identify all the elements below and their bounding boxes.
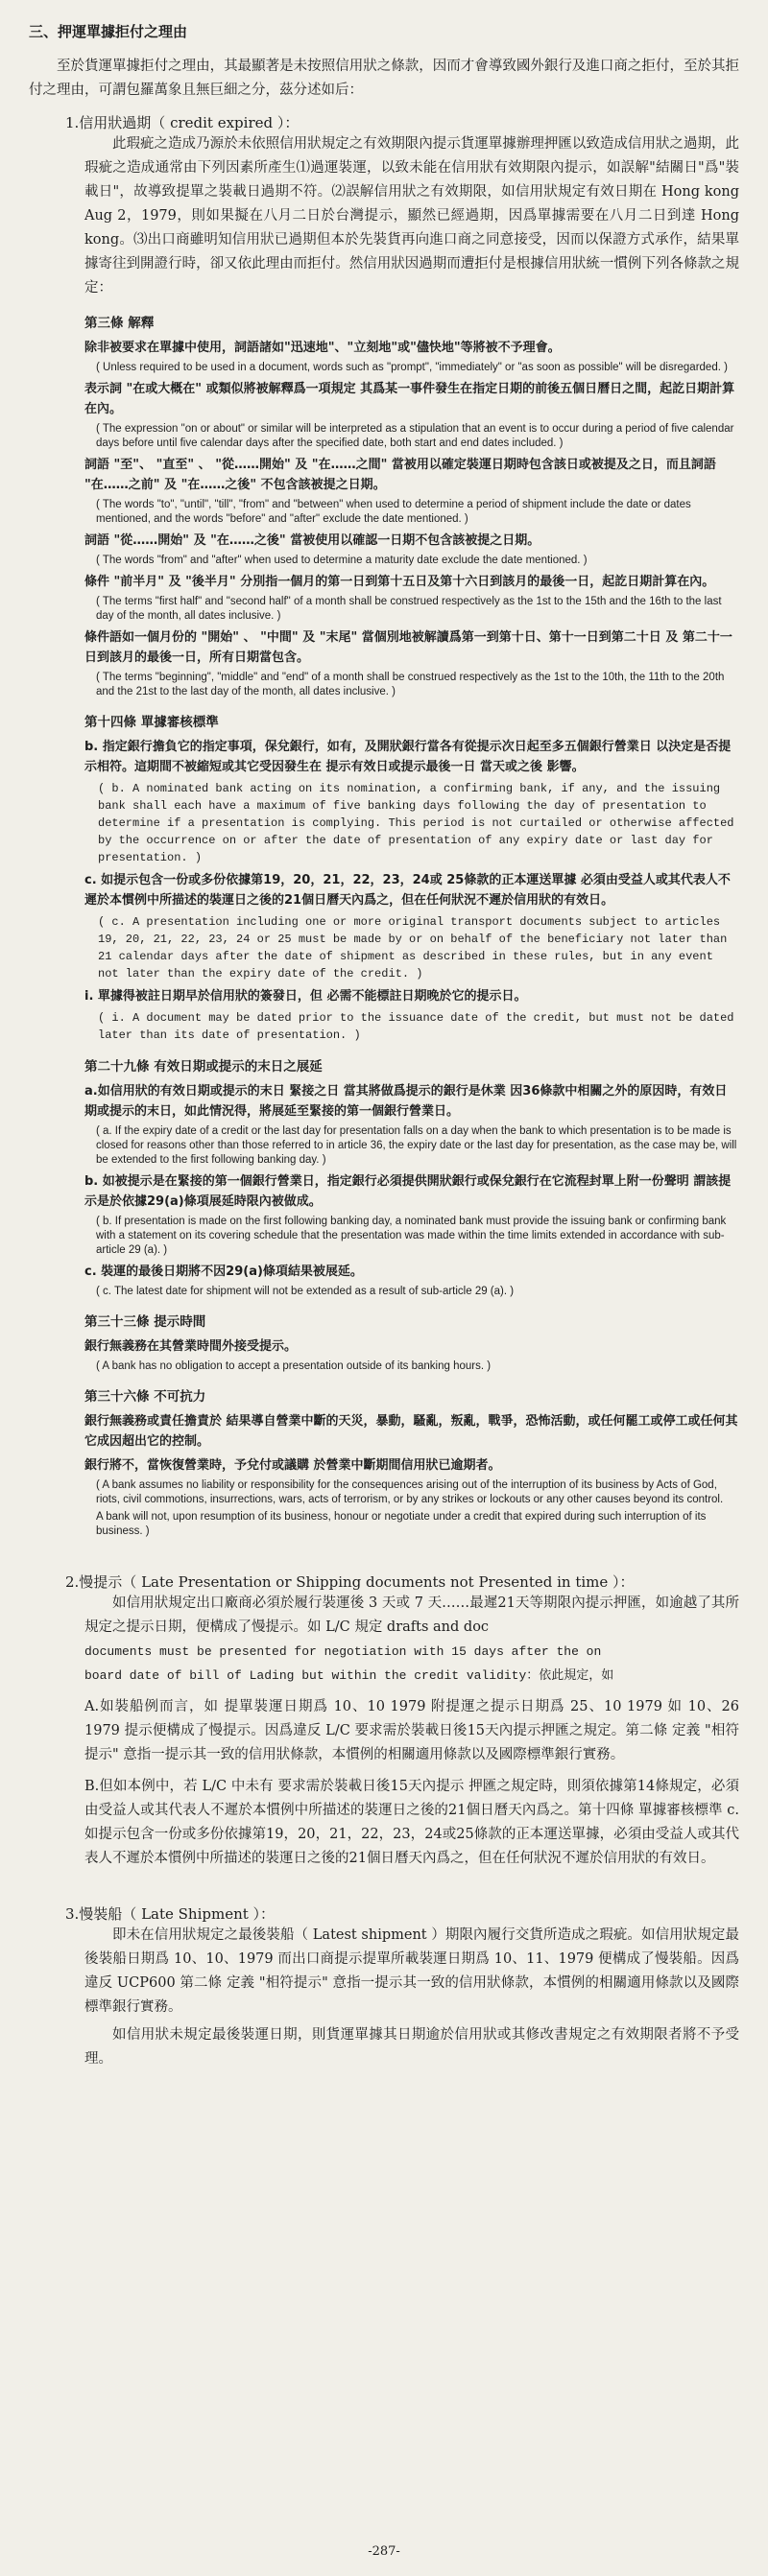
intro-paragraph: 至於貨運單據拒付之理由，其最顯著是未按照信用狀之條款，因而才會導致國外銀行及進口商之拒付，至於其拒付之理由，可謂包羅萬象且無巨細之分，茲分述如后： (29, 59, 739, 98)
item3-paragraph-2: 如信用狀未規定最後裝運日期，則貨運單據其日期逾於信用狀或其修改書規定之有效期限者將不予受理。 (84, 2027, 739, 2067)
item2-body (84, 1592, 739, 1871)
article-clause-chinese: 條件語如一個月份的 "開始" 、 "中間" 及 "末尾" 當個別地被解讀爲第一到第十日、第十一日到第二十日 及 第二十一日到該月的最後一日，所有日期當包含。 (84, 630, 732, 665)
article-clause-chinese: a.如信用狀的有效日期或提示的末日 緊接之日 當其將做爲提示的銀行是休業 因36條款中相關之外的原因時，有效日期或提示的末日，如此情況得，將展延至緊接的第一個銀行營業日。 (84, 1084, 728, 1119)
item2-title: 2.慢提示（ Late Presentation or Shipping documents not Presented in time ）： (65, 1573, 635, 1591)
item2-paragraph-english-line2: board date of bill of Lading but within the credit validity：依此規定，如 (84, 1668, 614, 1683)
article-block (84, 1387, 739, 1539)
article-clause-english: ( A bank has no obligation to accept a presentation outside of its banking hours. ) (96, 1360, 492, 1372)
article-clause-english: ( c. The latest date for shipment will not be extended as a result of sub-article 29 (a). ) (96, 1286, 515, 1297)
article-clause-english: ( The expression "on or about" or similar will be interpreted as a stipulation that an event is to occur during a period of five calendar days before until five calendar days after the specified date, both start and end dates included. ) (96, 423, 734, 449)
article-clause-chinese: b. 如被提示是在緊接的第一個銀行營業日，指定銀行必須提供開狀銀行或保兌銀行在它流程封單上附一份聲明 謂該提示是於依據29(a)條項展延時限內被做成。 (84, 1174, 732, 1209)
item1-title: 1.信用狀過期（ credit expired ）： (65, 114, 300, 131)
article-block (84, 1057, 739, 1299)
article-clause-chinese: i. 單據得被註日期早於信用狀的簽發日，但 必需不能標註日期晚於它的提示日。 (84, 989, 527, 1004)
article-clause-english: ( b. If presentation is made on the first following banking day, a nominated bank must provide the issuing bank or confirming bank with a statement on its covering schedule that the presentation was made within the time limits extended in accordance with sub-article 29 (a). ) (96, 1216, 727, 1256)
article-block (84, 1312, 739, 1374)
article-clause-english: ( The words "from" and "after" when used to determine a maturity date exclude the date mentioned. ) (96, 555, 588, 566)
article-title: 第三十三條 提示時間 (84, 1314, 206, 1330)
article-clause-english: ( The words "to", "until", "till", "from" and "between" when used to determine a period of shipment include the date or dates mentioned, and the words "before" and "after" exclude the date mentioned. ) (96, 499, 691, 525)
page-number: -287- (368, 2544, 400, 2559)
article-title: 第十四條 單據審核標準 (84, 715, 219, 730)
article-clause-english: ( c. A presentation including one or more original transport documents subject to articles 19, 20, 21, 22, 23, 24 or 25 must be made by or on behalf of the beneficiary not later than 21 calendar days after the date of shipment as described in these rules, but in any event not later than the expiry date of the credit. ) (98, 915, 728, 981)
article-block (84, 713, 739, 1044)
item2-case-a: A.如裝船例而言，如 提單裝運日期爲 10、10 1979 附提運之提示日期爲 25、10 1979 如 10、26 1979 提示便構成了慢提示。因爲違反 L/C 要求需於裝載日後15天內提示押匯之規定。第二條 定義 "相符提示" 意指一提示其一致的信用狀條款，本慣例的相關適用條款以及國際標準銀行實務。 (84, 1699, 739, 1762)
article-clause-english: ( A bank assumes no liability or responsibility for the consequences arising out of the interruption of its business by Acts of God, riots, civil commotions, insurrections, wars, acts of terrorism, or by any strikes or lockouts or any other causes beyond its control. (96, 1479, 724, 1505)
article-clause-chinese: c. 裝運的最後日期將不因29(a)條項結果被展延。 (84, 1264, 363, 1279)
article-clause-chinese: 表示詞 "在或大概在" 或類似將被解釋爲一項規定 其爲某一事件發生在指定日期的前後五個日曆日之間，起訖日期計算在內。 (84, 382, 735, 416)
item2-paragraph-english-line1: documents must be presented for negotiation with 15 days after the on (84, 1644, 602, 1659)
article-clause-chinese: 銀行將不，當恢復營業時，予兌付或議購 於營業中斷期間信用狀已逾期者。 (84, 1458, 501, 1473)
article-clause-english: A bank will not, upon resumption of its business, honour or negotiate under a credit that expired during such interruption of its business. ) (96, 1511, 707, 1537)
article-clause-chinese: 銀行無義務或責任擔責於 結果導自營業中斷的天災，暴動，騷亂，叛亂，戰爭，恐怖活動，或任何罷工或停工或任何其它成因超出它的控制。 (84, 1414, 738, 1449)
article-clause-chinese: 條件 "前半月" 及 "後半月" 分別指一個月的第一日到第十五日及第十六日到該月的最後一日，起訖日期計算在內。 (84, 575, 715, 589)
article-clause-chinese: c. 如提示包含一份或多份依據第19，20，21，22，23，24或 25條款的正本運送單據 必須由受益人或其代表人不遲於本慣例中所描述的裝運日之後的21個日曆天內爲之，但在任何狀況不遲於信用狀的有效日。 (84, 873, 731, 908)
article-clause-chinese: 詞語 "至"、 "直至" 、 "從……開始" 及 "在……之間" 當被用以確定裝運日期時包含該日或被提及之日，而且詞語 "在……之前" 及 "在……之後" 不包含該被提之日期。 (84, 458, 716, 492)
item3-title: 3.慢裝船（ Late Shipment ）： (65, 1905, 276, 1923)
item1-body (84, 132, 739, 1539)
article-block (84, 314, 739, 699)
article-clause-chinese: 詞語 "從……開始" 及 "在……之後" 當被使用以確認一日期不包含該被提之日期。 (84, 533, 540, 548)
article-clause-chinese: b. 指定銀行擔負它的指定事項，保兌銀行，如有，及開狀銀行當各有從提示次日起至多五個銀行營業日 以決定是否提示相符。這期間不被縮短或其它受因發生在 提示有效日或提示最後一日 當天或之後 影響。 (84, 740, 732, 774)
article-clause-english: ( Unless required to be used in a document, words such as "prompt", "immediately" or "as soon as possible" will be disregarded. ) (96, 362, 728, 373)
article-title: 第三十六條 不可抗力 (84, 1389, 206, 1405)
item1-paragraph: 此瑕疵之造成乃源於未依照信用狀規定之有效期限內提示貨運單據辦理押匯以致造成信用狀之過期，此瑕疵之造成通常由下列因素所產生⑴過運裝運，以致未能在信用狀有效期限內提示，如誤解"結關日"爲"裝載日"，故導致提單之裝載日過期不符。⑵誤解信用狀之有效期限，如信用狀規定有效日期在 Hong kong Aug 2，1979，則如果擬在八月二日於台灣提示，顯然已經過期，因爲單據需要在八月二日到達 Hong kong。⑶出口商雖明知信用狀已過期但本於先裝貨再向進口商之同意接受，因而以保證方式承作，結果單據寄往到開證行時，卻又依此理由而拒付。然信用狀因過期而遭拒付是根據信用狀統一慣例下列各條款之規定： (84, 136, 739, 295)
article-title: 第三條 解釋 (84, 316, 155, 331)
ucp-articles (84, 314, 739, 1539)
item2-paragraph: 如信用狀規定出口廠商必須於履行裝運後 3 天或 7 天……最遲21天等期限內提示押匯，如逾越了其所規定之提示日期，便構成了慢提示。如 L/C 規定 drafts and doc (84, 1595, 739, 1635)
article-clause-english: ( b. A nominated bank acting on its nomination, a confirming bank, if any, and the issuing bank shall each have a maximum of five banking days following the day of presentation to determine if a presentation is complying. This period is not curtailed or otherwise affected by the occurrence on or after the date of presentation of any expiry date or last day for presentation. ) (98, 782, 734, 864)
item3-paragraph: 即未在信用狀規定之最後裝船（ Latest shipment ）期限內履行交貨所造成之瑕疵。如信用狀規定最後裝船日期爲 10、10、1979 而出口商提示提單所載裝運日期爲 10、11、1979 便構成了慢裝船。因爲違反 UCP600 第二條 定義 "相符提示" 意指一提示其一致的信用狀條款，本慣例的相關適用條款以及國際標準銀行實務。 (84, 1927, 739, 2015)
article-clause-chinese: 除非被要求在單據中使用，詞語諸如"迅速地"、"立刻地"或"儘快地"等將被不予理會。 (84, 341, 561, 355)
article-clause-chinese: 銀行無義務在其營業時間外接受提示。 (84, 1339, 298, 1354)
article-clause-english: ( The terms "beginning", "middle" and "end" of a month shall be construed respectively as the 1st to the 10th, the 11th to the 20th and the 21st to the last day of the month, all dates inclusive. ) (96, 672, 725, 697)
article-title: 第二十九條 有效日期或提示的末日之展延 (84, 1059, 323, 1075)
article-clause-english: ( a. If the expiry date of a credit or the last day for presentation falls on a day when the bank to which presentation is to be made is closed for reasons other than those referred to in article 36, the expiry date or the last day for presentation, as the case may be, will be extended to the first following banking day. ) (96, 1125, 737, 1166)
article-clause-english: ( i. A document may be dated prior to the issuance date of the credit, but must not be dated later than its date of presentation. ) (98, 1011, 734, 1042)
item2-case-b: B.但如本例中，若 L/C 中未有 要求需於裝載日後15天內提示 押匯之規定時，則須依據第14條規定，必須由受益人或其代表人不遲於本慣例中所描述的裝運日之後的21個日曆天內爲之。第十四條 單據審核標準 c. 如提示包含一份或多份依據第19，20，21，22，23，24或25條款的正本運送單據，必須由受益人或其代表人不遲於本慣例中所描述的裝運日之後的21個日曆天內爲之，但在任何狀況不遲於信用狀的有效日。 (84, 1779, 739, 1866)
section-title: 三、押運單據拒付之理由 (29, 23, 188, 40)
item3-body (84, 1924, 739, 2071)
article-clause-english: ( The terms "first half" and "second half" of a month shall be construed respectively as the 1st to the 15th and the 16th to the last day of the month, all dates inclusive. ) (96, 596, 722, 622)
